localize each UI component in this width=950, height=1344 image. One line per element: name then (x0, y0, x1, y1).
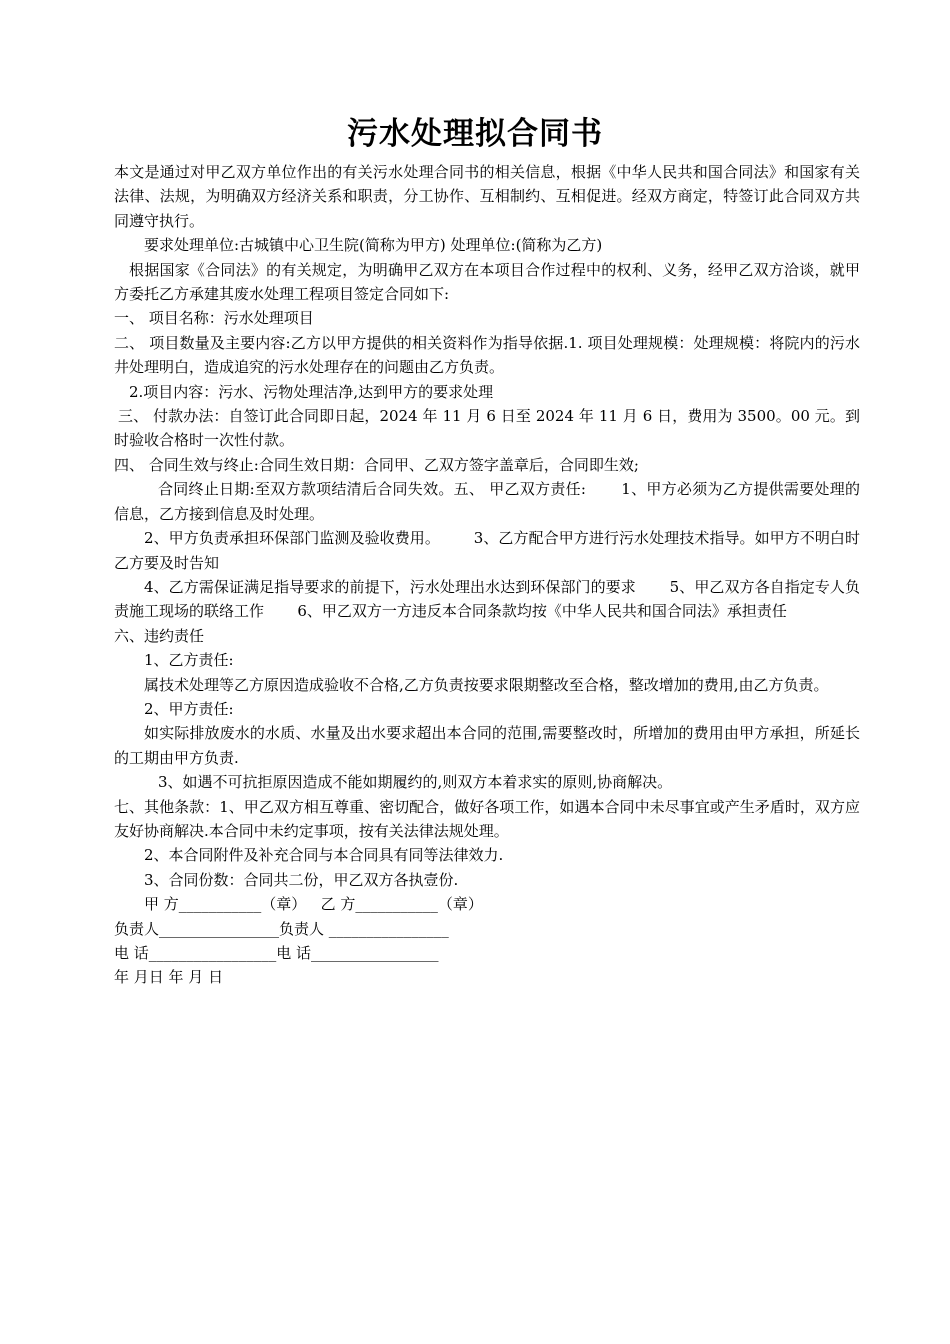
paragraph: 要求处理单位:古城镇中心卫生院(简称为甲方) 处理单位:(简称为乙方) (144, 236, 603, 255)
paragraph: 本文是通过对甲乙双方单位作出的有关污水处理合同书的相关信息，根据《中华人民共和国合同法》和国家有关法律、法规，为明确双方经济关系和职责，分工协作、互相制约、互相促进。经双方商定，特签订此合同双方共同遵守执行。 (114, 163, 860, 230)
paragraph: 负责人________________负责人 ________________ (114, 919, 449, 938)
paragraph: 七、其他条款：1、甲乙双方相互尊重、密切配合，做好各项工作，如遇本合同中未尽事宜或产生矛盾时，双方应友好协商解决.本合同中未约定事项，按有关法律法规处理。 (114, 797, 860, 840)
paragraph: 一、 项目名称：污水处理项目 (114, 309, 314, 328)
paragraph: 年 月日 年 月 日 (114, 968, 224, 987)
paragraph: 三、 付款办法：自签订此合同即日起，2024 年 11 月 6 日至 2024 年 11 月 6 日，费用为 3500。00 元。到时验收合格时一次性付款。 (114, 407, 860, 450)
paragraph: 合同终止日期:至双方款项结清后合同失效。五、 甲乙双方责任: 1、甲方必须为乙方提供需要处理的信息，乙方接到信息及时处理。 (114, 480, 860, 523)
paragraph: 2.项目内容：污水、污物处理洁净,达到甲方的要求处理 (129, 382, 494, 401)
document-body (114, 160, 860, 990)
paragraph: 根据国家《合同法》的有关规定，为明确甲乙双方在本项目合作过程中的权利、义务，经甲乙双方洽谈，就甲方委托乙方承建其废水处理工程项目签定合同如下: (114, 260, 860, 304)
paragraph: 二、 项目数量及主要内容:乙方以甲方提供的相关资料作为指导依据.1. 项目处理规模：处理规模：将院内的污水井处理明白，造成追究的污水处理存在的问题由乙方负责。 (114, 333, 860, 377)
paragraph: 3、合同份数：合同共二份，甲乙双方各执壹份. (144, 870, 459, 889)
paragraph: 1、乙方责任: (144, 651, 234, 670)
paragraph: 2、本合同附件及补充合同与本合同具有同等法律效力. (144, 846, 504, 865)
paragraph: 3、如遇不可抗拒原因造成不能如期履约的,则双方本着求实的原则,协商解决。 (158, 773, 673, 792)
document-title: 污水处理拟合同书 (347, 116, 603, 152)
paragraph: 4、乙方需保证满足指导要求的前提下，污水处理出水达到环保部门的要求 5、甲乙双方各自指定专人负责施工现场的联络工作 6、甲乙双方一方违反本合同条款均按《中华人民共和国合同法》承担责任 (114, 577, 860, 621)
paragraph: 如实际排放废水的水质、水量及出水要求超出本合同的范围,需要整改时，所增加的费用由甲方承担，所延长的工期由甲方负责. (114, 724, 860, 767)
paragraph: 六、违约责任 (114, 626, 205, 645)
paragraph: 2、甲方责任: (144, 699, 234, 718)
paragraph: 2、甲方负责承担环保部门监测及验收费用。 3、乙方配合甲方进行污水处理技术指导。如甲方不明白时乙方要及时告知 (114, 529, 860, 572)
paragraph: 电 话_________________电 话_________________ (114, 944, 439, 962)
paragraph: 甲 方___________（章） 乙 方___________（章） (144, 895, 483, 914)
paragraph: 四、 合同生效与终止:合同生效日期：合同甲、乙双方签字盖章后，合同即生效; (114, 455, 639, 474)
paragraph: 属技术处理等乙方原因造成验收不合格,乙方负责按要求限期整改至合格，整改增加的费用,由乙方负责。 (144, 675, 829, 694)
